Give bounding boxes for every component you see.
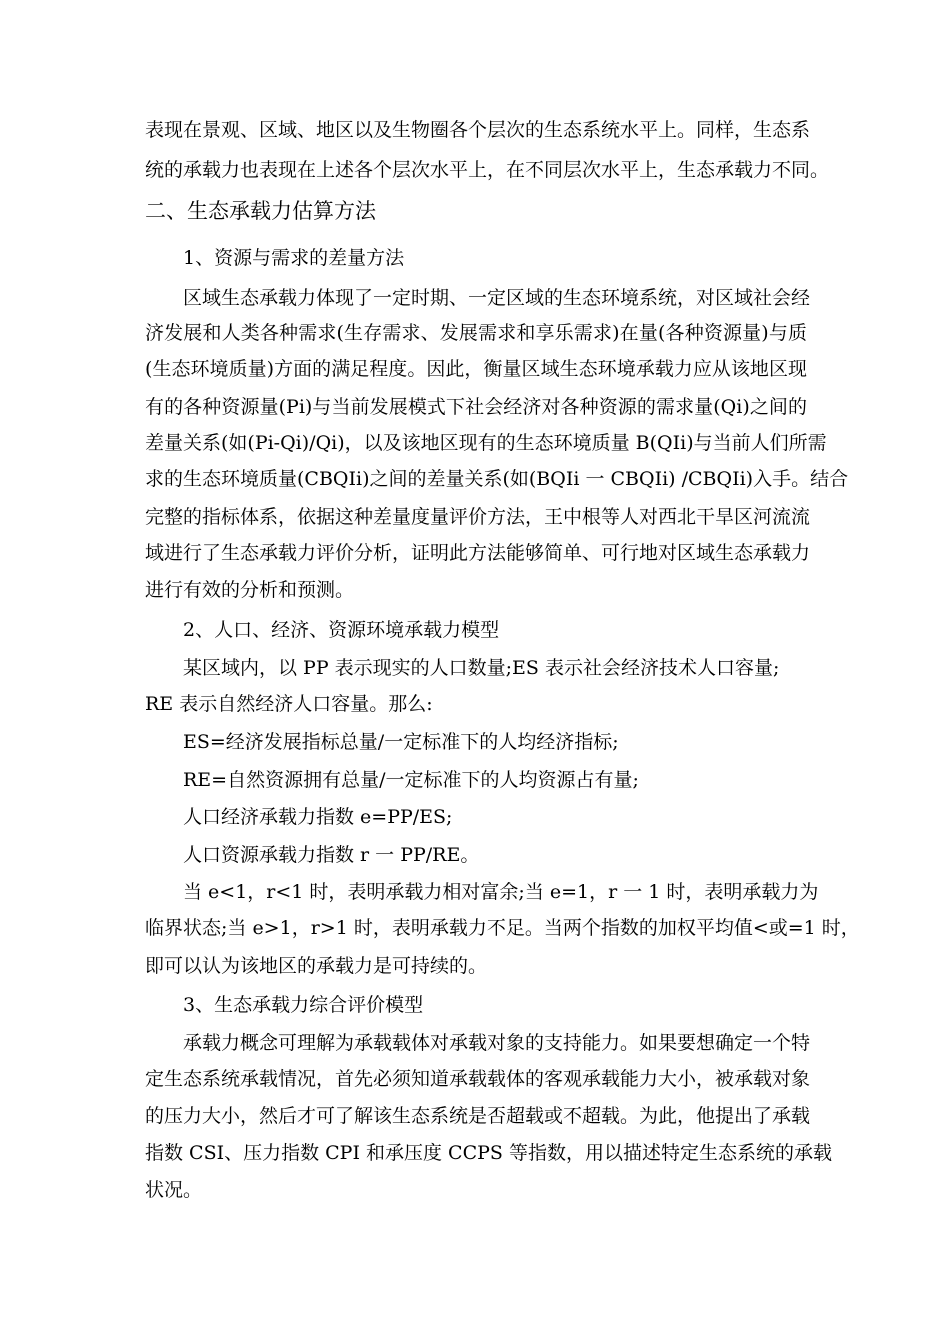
method2-line-3: ES=经济发展指标总量/一定标准下的人均经济指标;: [183, 731, 619, 753]
section-heading: 二、生态承载力估算方法: [145, 199, 376, 223]
method2-line-1: 某区域内，以 PP 表示现实的人口数量;ES 表示社会经济技术人口容量;: [183, 657, 780, 679]
method2-line-8: 临界状态;当 e>1，r>1 时，表明承载力不足。当两个指数的加权平均值<或=1 时，: [145, 917, 860, 939]
method2-line-2: RE 表示自然经济人口容量。那么:: [145, 693, 433, 715]
method2-line-6: 人口资源承载力指数 r 一 PP/RE。: [183, 844, 480, 866]
method2-line-9: 即可以认为该地区的承载力是可持续的。: [145, 955, 488, 977]
method3-line-1: 承载力概念可理解为承载载体对承载对象的支持能力。如果要想确定一个特: [183, 1032, 811, 1054]
method2-line-5: 人口经济承载力指数 e=PP/ES;: [183, 806, 453, 828]
method3-line-2: 定生态系统承载情况，首先必须知道承载载体的客观承载能力大小，被承载对象: [145, 1068, 811, 1090]
method2-line-7: 当 e<1，r<1 时，表明承载力相对富余;当 e=1，r 一 1 时，表明承载力为: [183, 881, 819, 903]
method3-line-3: 的压力大小，然后才可了解该生态系统是否超载或不超载。为此，他提出了承载: [145, 1105, 811, 1127]
method1-line-2: 济发展和人类各种需求(生存需求、发展需求和享乐需求)在量(各种资源量)与质: [145, 322, 807, 344]
method3-title: 3、生态承载力综合评价模型: [183, 994, 424, 1016]
method2-title: 2、人口、经济、资源环境承载力模型: [183, 619, 500, 641]
method1-line-8: 域进行了生态承载力评价分析，证明此方法能够简单、可行地对区域生态承载力: [145, 542, 811, 564]
intro-line-1: 表现在景观、区域、地区以及生物圈各个层次的生态系统水平上。同样，生态系: [145, 119, 811, 141]
method1-line-1: 区域生态承载力体现了一定时期、一定区域的生态环境系统，对区域社会经: [183, 287, 811, 309]
method2-line-4: RE=自然资源拥有总量/一定标准下的人均资源占有量;: [183, 769, 639, 791]
method1-line-4: 有的各种资源量(Pi)与当前发展模式下社会经济对各种资源的需求量(Qi)之间的: [145, 396, 807, 418]
method1-line-6: 求的生态环境质量(CBQIi)之间的差量关系(如(BQIi 一 CBQIi) /CBQIi)入手。结合: [145, 468, 849, 490]
method1-line-5: 差量关系(如(Pi-Qi)/Qi)，以及该地区现有的生态环境质量 B(QIi)与当前人们所需: [145, 432, 827, 454]
method3-line-5: 状况。: [145, 1179, 203, 1201]
method1-line-9: 进行有效的分析和预测。: [145, 579, 355, 601]
intro-line-2: 统的承载力也表现在上述各个层次水平上，在不同层次水平上，生态承载力不同。: [145, 159, 830, 181]
method3-line-4: 指数 CSI、压力指数 CPI 和承压度 CCPS 等指数，用以描述特定生态系统的承载: [145, 1142, 832, 1164]
method1-line-7: 完整的指标体系，依据这种差量度量评价方法，王中根等人对西北干旱区河流流: [145, 506, 811, 528]
method1-title: 1、资源与需求的差量方法: [183, 247, 405, 269]
method1-line-3: (生态环境质量)方面的满足程度。因此，衡量区域生态环境承载力应从该地区现: [145, 358, 807, 380]
